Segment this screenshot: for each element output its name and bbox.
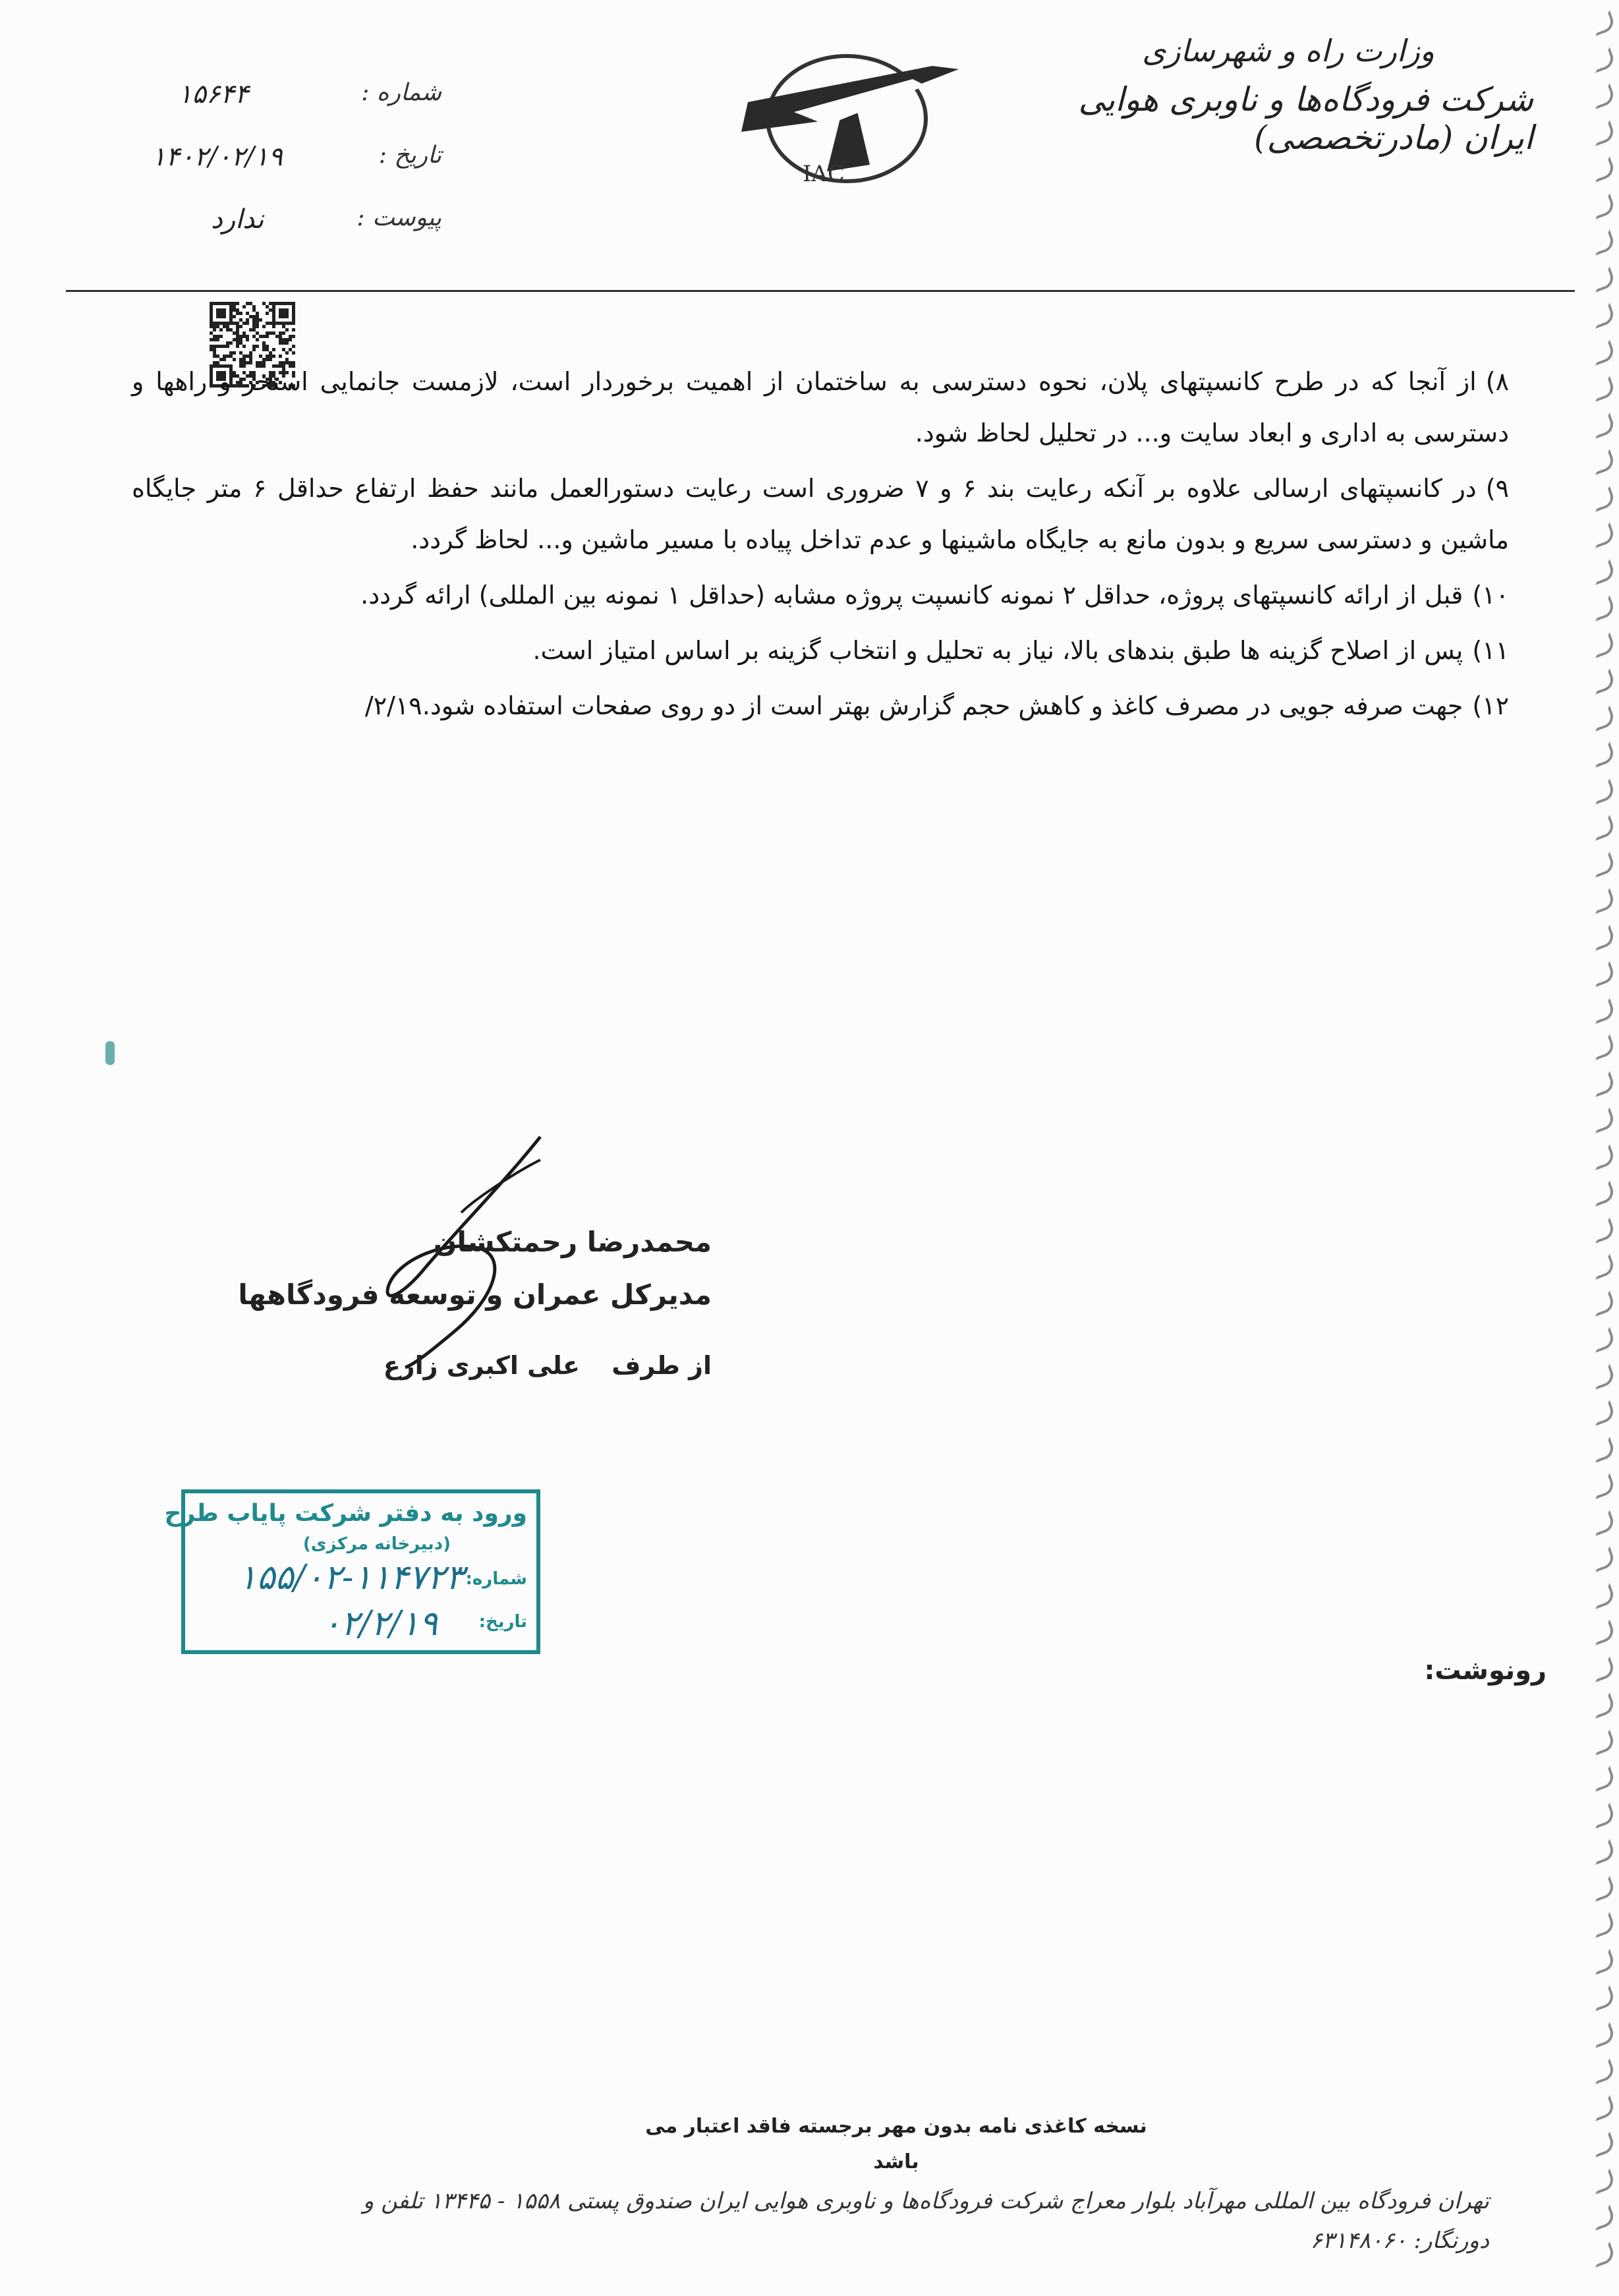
- binding-ring: [1589, 851, 1616, 878]
- list-item: ۹)در کانسپتهای ارسالی علاوه بر آنکه رعایت بند ۶ و ۷ ضروری است رعایت دستورالعمل مانند حفظ ارتفاع حداقل ۶ متر جایگاه ماشین و دسترسی سریع و بدون مانع به جایگاه ماشینها و عدم تداخل پیاده با مسیر ماشین و... لحاظ گردد.: [132, 474, 1509, 554]
- binding-ring: [1589, 2022, 1616, 2048]
- binding-ring: [1589, 10, 1616, 36]
- binding-ring: [1589, 302, 1616, 329]
- logo-letters: IAC: [803, 161, 845, 187]
- binding-ring: [1589, 925, 1616, 951]
- meta-attachment: [138, 204, 441, 244]
- binding-ring: [1589, 1912, 1616, 1938]
- binding-ring: [1589, 47, 1616, 73]
- binding-ring: [1589, 1839, 1616, 1865]
- list-item: ۱۱)پس از اصلاح گزینه ها طبق بندهای بالا، نیاز به تحلیل و انتخاب گزینه بر اساس امتیاز است.: [532, 636, 1509, 665]
- stamp-date-label: تاریخ:: [478, 1612, 527, 1632]
- iac-logo-icon: [715, 40, 979, 198]
- binding-ring: [1589, 2095, 1616, 2121]
- binding-ring: [1589, 1619, 1616, 1646]
- binding-ring: [1589, 449, 1616, 475]
- binding-ring: [1589, 1583, 1616, 1609]
- header-divider: [66, 290, 1575, 292]
- binding-ring: [1589, 668, 1616, 695]
- binding-ring: [1589, 1290, 1616, 1317]
- binding-ring: [1589, 193, 1616, 219]
- binding-ring: [1589, 486, 1616, 512]
- binding-ring: [1589, 998, 1616, 1024]
- binding-ring: [1589, 1510, 1616, 1536]
- binding-ring: [1589, 778, 1616, 805]
- binding-ring: [1589, 2204, 1616, 2231]
- binding-ring: [1589, 1071, 1616, 1097]
- company-name: شرکت فرودگاه‌ها و ناوبری هوایی ایران (مادرتخصصی): [1078, 80, 1533, 157]
- binding-ring: [1589, 1327, 1616, 1353]
- attachment-value: ندارد: [211, 204, 264, 235]
- binding-ring: [1589, 1985, 1616, 2011]
- binding-ring: [1589, 888, 1616, 914]
- binding-ring: [1589, 2241, 1616, 2268]
- binding-ring: [1589, 961, 1616, 987]
- binding-ring: [1589, 1400, 1616, 1426]
- binding-ring: [1589, 2131, 1616, 2158]
- binding-ring: [1589, 559, 1616, 585]
- binding-ring: [1589, 595, 1616, 621]
- binding-ring: [1589, 376, 1616, 402]
- spiral-binding: [1587, 13, 1614, 2280]
- stamp-date-value: ۰۲/۲/۱۹: [322, 1604, 438, 1644]
- ministry-name: وزارت راه و شهرسازی: [1142, 33, 1434, 69]
- binding-ring: [1589, 1253, 1616, 1280]
- number-value: ۱۵۶۴۴: [178, 79, 249, 109]
- binding-ring: [1589, 339, 1616, 366]
- binding-ring: [1589, 83, 1616, 109]
- footer-address: تهران فرودگاه بین المللی مهرآباد بلوار معراج شرکت فرودگاه‌ها و ناوبری هوایی ایران صندوق پستی ۱۵۵۸ - ۱۳۴۴۵ تلفن و دورنگار: ۶۳۱۴۸۰۶۰: [362, 2188, 1489, 2254]
- binding-ring: [1589, 1765, 1616, 1792]
- number-label: شماره :: [361, 79, 441, 106]
- binding-ring: [1589, 1034, 1616, 1060]
- binding-ring: [1589, 1546, 1616, 1572]
- binding-ring: [1589, 1363, 1616, 1390]
- date-value: ۱۴۰۲/۰۲/۱۹: [152, 142, 283, 172]
- binding-ring: [1589, 1729, 1616, 1756]
- attachment-label: پیوست :: [356, 204, 441, 231]
- binding-ring: [1589, 1473, 1616, 1499]
- list-item: ۱۲)جهت صرفه جویی در مصرف کاغذ و کاهش حجم گزارش بهتر است از دو روی صفحات استفاده شود.۲/۱۹/: [364, 691, 1509, 720]
- ink-mark: [105, 1041, 115, 1065]
- letter-meta: [138, 79, 441, 250]
- receipt-stamp: [164, 1489, 540, 1654]
- binding-ring: [1589, 1180, 1616, 1207]
- stamp-title: ورود به دفتر شرکت پایاب طرح: [164, 1500, 527, 1527]
- binding-ring: [1589, 1802, 1616, 1829]
- signer-name: محمدرضا رحمتکشان: [433, 1226, 712, 1258]
- binding-ring: [1589, 632, 1616, 658]
- binding-ring: [1589, 156, 1616, 183]
- binding-ring: [1589, 2058, 1616, 2084]
- list-item: ۱۰)قبل از ارائه کانسپتهای پروژه، حداقل ۲ نمونه کانسپت پروژه مشابه (حداقل ۱ نمونه بین المللی) ارائه گردد.: [360, 581, 1509, 610]
- list-item: ۸)از آنجا که در طرح کانسپتهای پلان، نحوه دسترسی به ساختمان از اهمیت برخوردار است، لازمست جانمایی استخر و راهها و دسترسی به اداری و ابعاد سایت و... در تحلیل لحاظ شود.: [132, 367, 1509, 447]
- binding-ring: [1589, 229, 1616, 256]
- binding-ring: [1589, 413, 1616, 439]
- date-label: تاریخ :: [378, 142, 441, 169]
- signature-block: [238, 1134, 712, 1476]
- on-behalf-label: از طرف: [611, 1351, 712, 1380]
- footer-note: نسخه کاغذی نامه بدون مهر برجسته فاقد اعتبار می باشد: [645, 2115, 1147, 2173]
- binding-ring: [1589, 1437, 1616, 1463]
- binding-ring: [1589, 705, 1616, 732]
- binding-ring: [1589, 2168, 1616, 2195]
- stamp-number-value: ۱۵۵/۰۲-۱۱۴۷۲۳: [238, 1558, 464, 1597]
- binding-ring: [1589, 266, 1616, 293]
- meta-date: [138, 142, 441, 181]
- binding-ring: [1589, 522, 1616, 548]
- binding-ring: [1589, 1692, 1616, 1719]
- cc-label: رونوشت:: [1424, 1655, 1547, 1686]
- binding-ring: [1589, 1144, 1616, 1170]
- letterhead-org: [1046, 33, 1533, 178]
- stamp-subtitle: (دبیرخانه مرکزی): [302, 1534, 451, 1554]
- meta-number: [138, 79, 441, 119]
- binding-ring: [1589, 1107, 1616, 1134]
- binding-ring: [1589, 741, 1616, 768]
- signed-by: علی اکبری زارع: [383, 1351, 580, 1380]
- binding-ring: [1589, 120, 1616, 146]
- stamp-number-label: شماره:: [465, 1569, 527, 1589]
- binding-ring: [1589, 1217, 1616, 1244]
- binding-ring: [1589, 1656, 1616, 1682]
- binding-ring: [1589, 1876, 1616, 1902]
- signer-title: مدیرکل عمران و توسعه فرودگاهها: [238, 1278, 712, 1311]
- binding-ring: [1589, 815, 1616, 841]
- letter-body: [132, 356, 1509, 735]
- binding-ring: [1589, 1949, 1616, 1975]
